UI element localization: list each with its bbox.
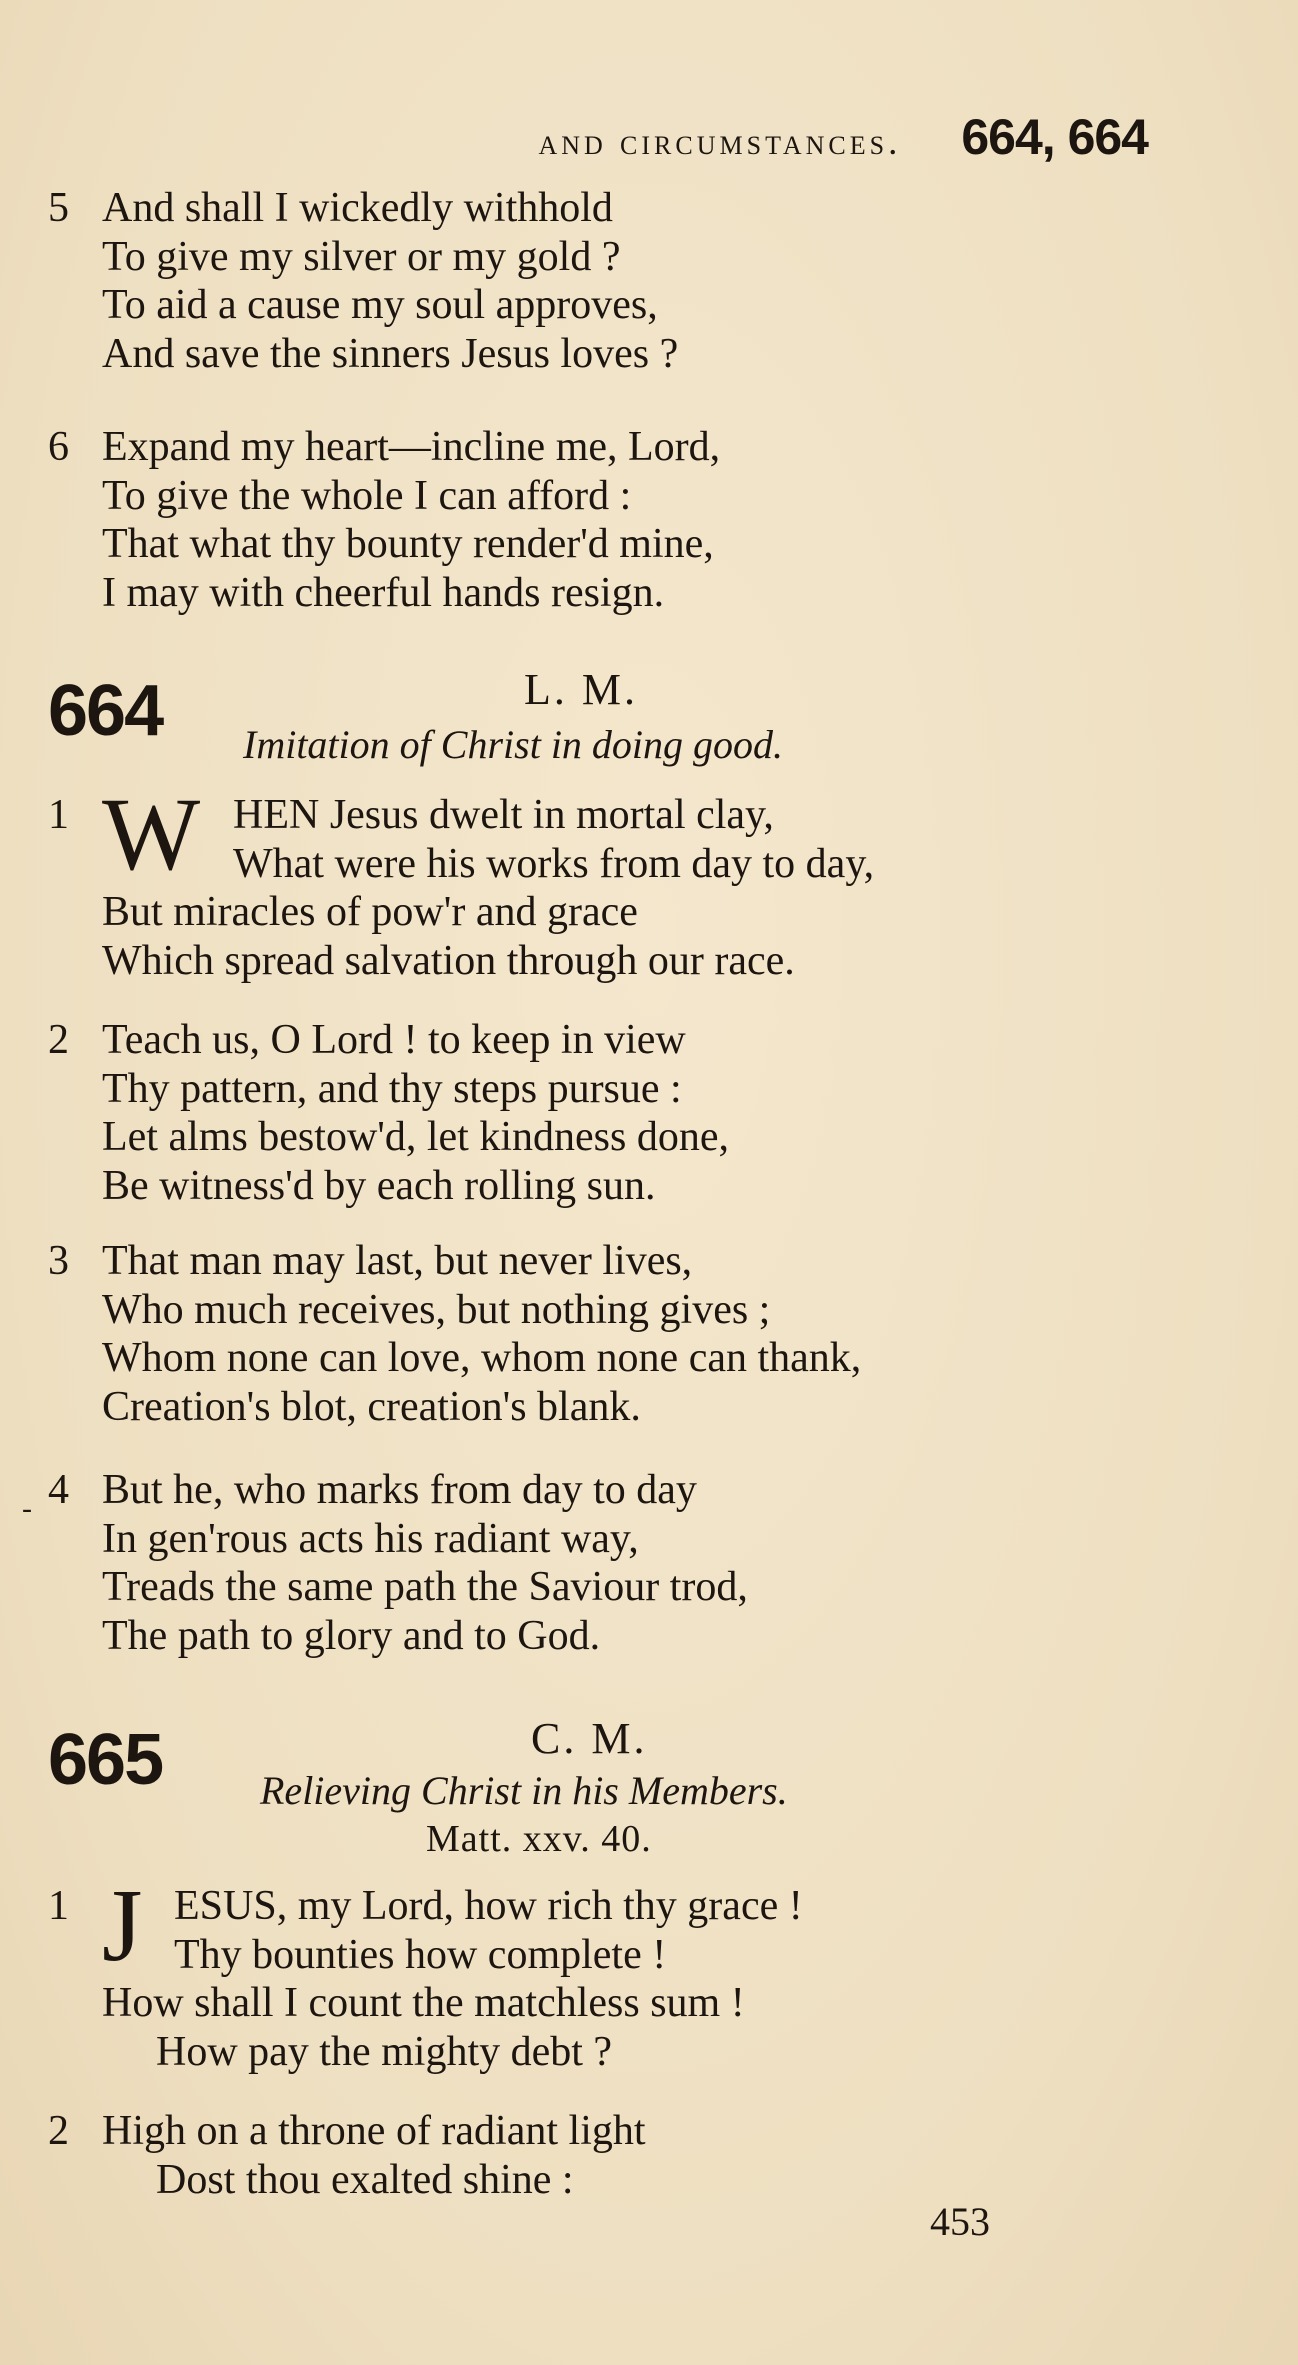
verse-line: Who much receives, but nothing gives ; [102, 1286, 771, 1333]
verse-line: And shall I wickedly withhold [102, 185, 613, 231]
verse-line: I may with cheerful hands resign. [102, 569, 665, 616]
verse-line: Creation's blot, creation's blank. [102, 1383, 641, 1430]
verse-line: Which spread salvation through our race. [102, 937, 795, 984]
hymn-664-stanza-1 [48, 777, 875, 985]
verse-line: To aid a cause my soul approves, [102, 282, 658, 328]
stanza-number: 2 [48, 2108, 69, 2154]
verse-line: High on a throne of radiant light [102, 2108, 646, 2154]
verse-line: In gen'rous acts his radiant way, [102, 1515, 639, 1562]
hymn-664-stanza-4 [48, 1466, 748, 1660]
verse-line: Treads the same path the Saviour trod, [102, 1564, 748, 1610]
hymn-664-stanza-2 [48, 1016, 729, 1210]
stanza-number: 3 [48, 1238, 69, 1284]
verse-line: Let alms bestow'd, let kindness done, [102, 1114, 729, 1160]
verse-line: What were his works from day to day, [233, 840, 875, 887]
verse-line: And save the sinners Jesus loves ? [102, 330, 679, 377]
hymn-title: Relieving Christ in his Members. [260, 1768, 788, 1813]
verse-line: Thy pattern, and thy steps pursue : [102, 1065, 682, 1112]
stanza-5 [48, 184, 678, 378]
stanza-number: 2 [48, 1017, 69, 1063]
hymn-665-stanza-2 [48, 2107, 646, 2204]
verse-line: ESUS, my Lord, how rich thy grace ! [174, 1883, 803, 1929]
verse-line: To give my silver or my gold ? [102, 233, 621, 280]
verse-line: Whom none can love, whom none can thank, [102, 1335, 862, 1381]
verse-line: But he, who marks from day to day [102, 1467, 697, 1513]
running-header [538, 108, 1148, 166]
hymn-number: 665 [48, 1720, 163, 1800]
verse-line: The path to glory and to God. [102, 1612, 601, 1659]
verse-line: How pay the mighty debt ? [156, 2028, 613, 2075]
verse-line: That man may last, but never lives, [102, 1238, 693, 1284]
stanza-number: 5 [48, 185, 69, 231]
running-title: and circumstances. [538, 122, 902, 163]
scripture-reference: Matt. xxv. 40. [426, 1818, 652, 1860]
stanza-6 [48, 423, 720, 617]
page-number: 453 [930, 2199, 990, 2244]
stanza-number: 4 [48, 1467, 69, 1513]
hymn-664-stanza-3 [48, 1237, 861, 1431]
verse-line: How shall I count the matchless sum ! [102, 1980, 745, 2026]
drop-cap: J [102, 1868, 143, 1983]
verse-line: To give the whole I can afford : [102, 472, 632, 519]
stanza-number: 6 [48, 424, 69, 470]
meter: L. M. [524, 665, 638, 714]
header-hymn-numbers: 664, 664 [961, 109, 1148, 165]
drop-cap: W [102, 777, 201, 892]
hymn-665-stanza-1 [48, 1868, 803, 2076]
verse-line: Expand my heart—incline me, Lord, [102, 424, 721, 470]
stanza-number: 1 [48, 792, 69, 838]
meter: C. M. [531, 1714, 648, 1763]
margin-mark: - [22, 1492, 32, 1525]
verse-line: HEN Jesus dwelt in mortal clay, [233, 792, 774, 838]
verse-line: Dost thou exalted shine : [156, 2156, 574, 2203]
verse-line: But miracles of pow'r and grace [102, 889, 638, 935]
verse-line: Teach us, O Lord ! to keep in view [102, 1017, 686, 1063]
hymn-number: 664 [48, 671, 163, 751]
verse-line: Be witness'd by each rolling sun. [102, 1162, 656, 1209]
stanza-number: 1 [48, 1883, 69, 1929]
verse-line: That what thy bounty render'd mine, [102, 521, 714, 567]
hymn-title: Imitation of Christ in doing good. [243, 722, 784, 767]
verse-line: Thy bounties how complete ! [174, 1931, 667, 1978]
